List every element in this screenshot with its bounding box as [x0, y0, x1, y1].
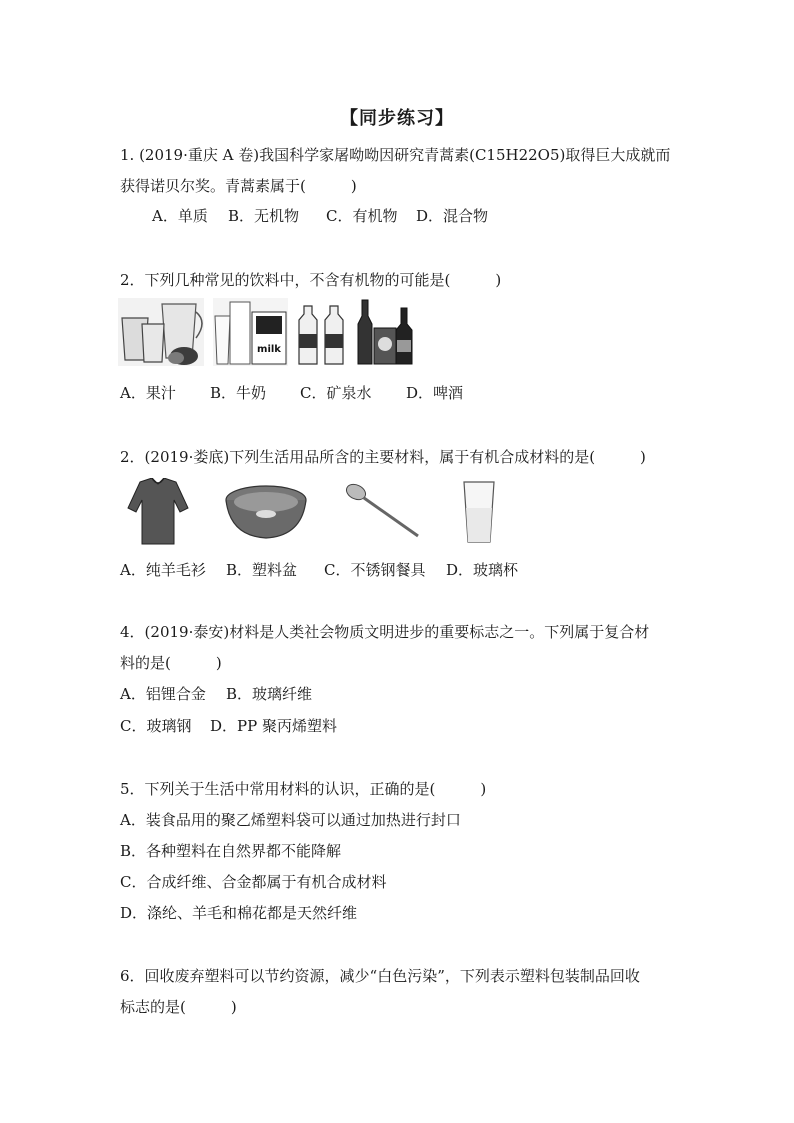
- q2-stem: 2．下列几种常见的饮料中，不含有机物的可能是( ): [120, 271, 502, 289]
- q2-image-strip: [118, 298, 418, 368]
- q1-stem-line1: 1. (2019·重庆 A 卷)我国科学家屠呦呦因研究青蒿素(C15H22O5)取得巨大成就而: [120, 146, 671, 164]
- q5-option-d: D．涤纶、羊毛和棉花都是天然纤维: [120, 904, 358, 922]
- q1-options: [152, 206, 488, 226]
- q3-option-c: C．不锈钢餐具: [324, 561, 426, 579]
- q4-option-a: A．铝锂合金: [120, 685, 206, 703]
- q3-options: [120, 560, 518, 580]
- stainless-spoon-image: [344, 481, 418, 536]
- q5-stem: 5．下列关于生活中常用材料的认识，正确的是( ): [120, 780, 487, 798]
- q2-option-b: B．牛奶: [210, 384, 267, 402]
- q4-stem-line2: 料的是( ): [120, 654, 222, 672]
- q4-options-row2: [120, 716, 337, 736]
- q1-option-d: D．混合物: [416, 207, 489, 225]
- q4-options-row1: [120, 684, 312, 704]
- q1-option-a: A．单质: [152, 207, 208, 225]
- q6-stem-line1: 6．回收废弃塑料可以节约资源，减少“白色污染”，下列表示塑料包装制品回收: [120, 967, 640, 985]
- q2-option-d: D．啤酒: [406, 384, 464, 402]
- q6-stem-line2: 标志的是( ): [120, 998, 237, 1016]
- q3-option-b: B．塑料盆: [226, 561, 298, 579]
- q5-option-c: C．合成纤维、合金都属于有机合成材料: [120, 873, 387, 891]
- beer-image: [358, 300, 412, 364]
- q5-option-a: A．装食品用的聚乙烯塑料袋可以通过加热进行封口: [120, 811, 461, 829]
- q4-stem-line1: 4．(2019·泰安)材料是人类社会物质文明进步的重要标志之一。下列属于复合材: [120, 623, 650, 641]
- q2-options: [120, 383, 463, 403]
- q3-stem: 2．(2019·娄底)下列生活用品所含的主要材料，属于有机合成材料的是( ): [120, 448, 646, 466]
- q5-option-b: B．各种塑料在自然界都不能降解: [120, 842, 342, 860]
- q4-option-c: C．玻璃钢: [120, 717, 192, 735]
- page-title: 【同步练习】: [340, 108, 454, 129]
- q4-option-d: D．PP 聚丙烯塑料: [210, 717, 337, 735]
- milk-image: [213, 298, 288, 366]
- q1-option-b: B．无机物: [228, 207, 300, 225]
- sweater-image: [128, 478, 188, 544]
- q3-option-d: D．玻璃杯: [446, 561, 519, 579]
- juice-image: [118, 298, 204, 366]
- q3-option-a: A．纯羊毛衫: [120, 561, 206, 579]
- milk-box-label: milk: [257, 344, 281, 355]
- plastic-basin-image: [226, 486, 306, 538]
- mineral-water-image: [299, 306, 343, 364]
- q3-image-strip: [118, 478, 508, 546]
- q2-option-c: C．矿泉水: [300, 384, 372, 402]
- q4-option-b: B．玻璃纤维: [226, 685, 313, 703]
- glass-cup-image: [464, 482, 494, 542]
- q2-option-a: A．果汁: [120, 384, 176, 402]
- q1-stem-line2: 获得诺贝尔奖。青蒿素属于( ): [120, 177, 357, 195]
- q1-option-c: C．有机物: [326, 207, 398, 225]
